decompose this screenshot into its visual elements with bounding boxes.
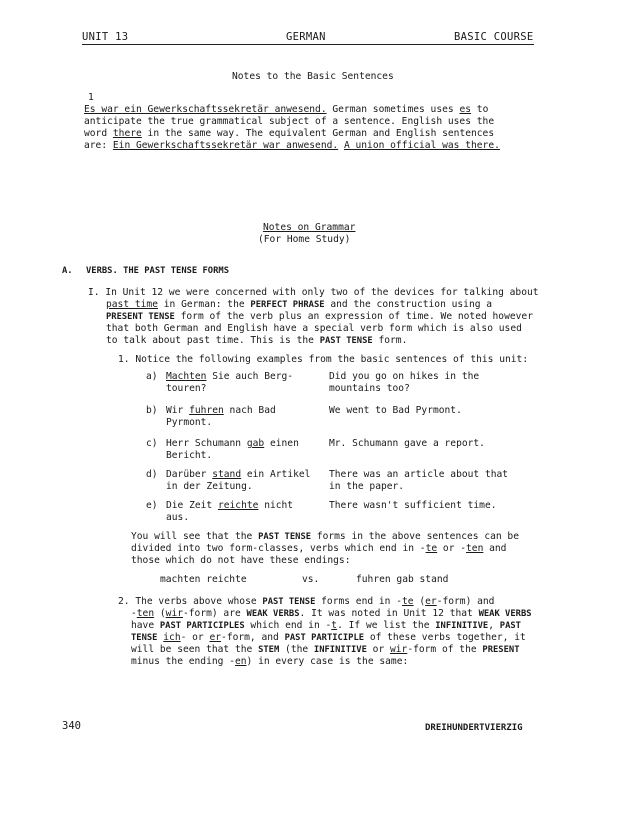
basic-notes-title: Notes to the Basic Sentences: [232, 71, 394, 82]
para-text: - or: [180, 632, 210, 643]
ex-verb: fuhren: [189, 405, 224, 416]
term: STEM: [258, 645, 280, 655]
para-text: or: [366, 644, 390, 655]
note-german-sentence: Ein Gewerkschaftssekretär war anwesend.: [112, 140, 339, 151]
example-c-letter: c): [146, 438, 158, 449]
ending: ten: [136, 608, 155, 619]
note-there: there: [112, 128, 142, 139]
para-text: to talk about past time. This is the: [106, 335, 320, 346]
forms-vs: vs.: [302, 574, 320, 585]
para1-line2: [106, 299, 492, 311]
page-number-word: DREIHUNDERTVIERZIG: [425, 723, 523, 733]
para-text: (the: [279, 644, 314, 655]
example-d-german-2: in der Zeitung.: [166, 481, 253, 492]
example-a-english: Did you go on hikes in the: [329, 371, 480, 382]
example-e-german: [166, 500, 293, 512]
para-text: You will see that the: [131, 531, 259, 542]
header-unit: UNIT 13: [82, 31, 129, 43]
para-text: -form) are: [183, 608, 247, 619]
example-d-letter: d): [146, 469, 158, 480]
para2-line1: [131, 531, 519, 543]
para-text: which end in -: [244, 620, 332, 631]
example-e-german-2: aus.: [166, 512, 190, 523]
ending: wir: [165, 608, 183, 619]
page-number: 340: [62, 720, 81, 732]
note-phrase: Es war ein Gewerkschaftssekretär anwesend.: [84, 104, 327, 115]
item1-intro: 1. Notice the following examples from the basic sentences of this unit:: [118, 354, 529, 365]
ending: ten: [466, 543, 484, 554]
para-text: -form of the: [407, 644, 483, 655]
example-b-german: [166, 405, 276, 417]
ending: en: [234, 656, 247, 667]
item2-line1: [118, 596, 494, 608]
ex-text: Die Zeit: [166, 500, 218, 511]
example-d-english: There was an article about that: [329, 469, 509, 480]
item2-line2: [131, 608, 532, 620]
ending: wir: [390, 644, 408, 655]
para-text: and: [483, 543, 507, 554]
term: WEAK VERBS: [478, 609, 532, 619]
note-es: es: [459, 104, 472, 115]
ending: te: [425, 543, 438, 554]
para-text: have: [131, 620, 160, 631]
para-text: or -: [437, 543, 467, 554]
note-text: word: [84, 128, 113, 139]
para-text: and the construction using a: [324, 299, 493, 310]
example-d-german: [166, 469, 310, 481]
example-b-letter: b): [146, 405, 158, 416]
para-text: (: [154, 608, 166, 619]
ending: ich: [163, 632, 181, 643]
ending: t: [331, 620, 338, 631]
term: PAST PARTICIPLE: [284, 633, 365, 643]
grammar-title: Notes on Grammar: [263, 222, 356, 233]
para-text: forms end in -: [315, 596, 403, 607]
example-d-english-2: in the paper.: [329, 481, 405, 492]
para1-line5: [106, 335, 407, 347]
para-text: . If we list the: [337, 620, 436, 631]
example-a-english-2: mountains too?: [329, 383, 410, 394]
para-text: ) in every case is the same:: [246, 656, 409, 667]
note-line-4: [84, 140, 500, 152]
term: TENSE: [131, 633, 158, 643]
example-e-english: There wasn't sufficient time.: [329, 500, 497, 511]
ex-text: nach Bad: [223, 405, 276, 416]
note-number: 1: [88, 92, 94, 103]
example-a-letter: a): [146, 371, 158, 382]
para2-line3: those which do not have these endings:: [131, 555, 351, 566]
forms-left: machten reichte: [160, 574, 247, 585]
ex-verb: stand: [212, 469, 242, 480]
note-line-2: anticipate the true grammatical subject of a sentence. English uses the: [84, 116, 495, 127]
forms-right: fuhren gab stand: [356, 574, 449, 585]
para-text: (: [413, 596, 426, 607]
note-line-1: [84, 104, 488, 116]
past-time: past time: [106, 299, 158, 310]
item2-line4: [131, 632, 526, 644]
para-text: will be seen that the: [131, 644, 259, 655]
ending: er: [425, 596, 437, 607]
para-text: divided into two form-classes, verbs which end in -: [131, 543, 426, 554]
item2-line6: [131, 656, 408, 668]
example-c-german-2: Bericht.: [166, 450, 213, 461]
header-title: GERMAN: [286, 31, 326, 43]
note-text: in the same way. The equivalent German and English sentences: [141, 128, 495, 139]
section-title: VERBS. THE PAST TENSE FORMS: [86, 266, 229, 276]
example-b-english: We went to Bad Pyrmont.: [329, 405, 462, 416]
note-english-sentence: A union official was there.: [343, 140, 500, 151]
grammar-subtitle: (For Home Study): [258, 234, 351, 245]
ex-text: nicht: [258, 500, 294, 511]
term: PAST TENSE: [319, 336, 373, 346]
term: INFINITIVE: [313, 645, 367, 655]
example-c-german: [166, 438, 299, 450]
term: PAST TENSE: [258, 532, 312, 542]
header-course: BASIC COURSE: [454, 31, 534, 43]
para-text: ,: [488, 620, 500, 631]
para-text: form.: [372, 335, 408, 346]
note-text: to: [471, 104, 489, 115]
example-c-english: Mr. Schumann gave a report.: [329, 438, 485, 449]
ending: te: [402, 596, 414, 607]
para-text: -form) and: [436, 596, 495, 607]
item2-line5: [131, 644, 520, 656]
ex-text: einen: [264, 438, 299, 449]
header-rule: [82, 44, 534, 45]
para-text: form of the verb plus an expression of time. We noted however: [174, 311, 533, 322]
para-text: . It was noted in Unit 12 that: [299, 608, 479, 619]
term: PAST TENSE: [262, 597, 316, 607]
para-text: minus the ending -: [131, 656, 235, 667]
note-line-3: [84, 128, 494, 140]
ex-text: Wir: [166, 405, 190, 416]
para-text: -form, and: [221, 632, 285, 643]
term: PAST: [499, 621, 521, 631]
example-a-german: [166, 371, 293, 383]
para-text: of these verbs together, it: [364, 632, 526, 643]
para1-line4: that both German and English have a special verb form which is also used: [106, 323, 522, 334]
para-text: forms in the above sentences can be: [311, 531, 519, 542]
ex-text: Herr Schumann: [166, 438, 247, 449]
item2-line3: [131, 620, 521, 632]
para1-line1: I. In Unit 12 we were concerned with only two of the devices for talking about: [88, 287, 539, 298]
ending: er: [209, 632, 222, 643]
note-text: are:: [84, 140, 113, 151]
term: PRESENT: [482, 645, 520, 655]
example-b-german-2: Pyrmont.: [166, 417, 213, 428]
ex-text: Sie auch Berg-: [206, 371, 294, 382]
para-text: 2. The verbs above whose: [118, 596, 263, 607]
section-letter: A.: [62, 266, 73, 276]
example-e-letter: e): [146, 500, 158, 511]
term: INFINITIVE: [435, 621, 489, 631]
term: WEAK VERBS: [246, 609, 300, 619]
term: PERFECT PHRASE: [250, 300, 325, 310]
para-text: -: [131, 608, 137, 619]
para2-line2: [131, 543, 506, 555]
note-text: German sometimes uses: [326, 104, 460, 115]
ex-verb: gab: [246, 438, 265, 449]
para1-line3: [106, 311, 533, 323]
ex-verb: Machten: [166, 371, 207, 382]
para-text: in German: the: [157, 299, 251, 310]
example-a-german-2: touren?: [166, 383, 207, 394]
ex-text: Darüber: [166, 469, 213, 480]
term: PRESENT TENSE: [106, 312, 175, 322]
ex-verb: reichte: [217, 500, 259, 511]
ex-text: ein Artikel: [241, 469, 311, 480]
term: PAST PARTICIPLES: [159, 621, 245, 631]
